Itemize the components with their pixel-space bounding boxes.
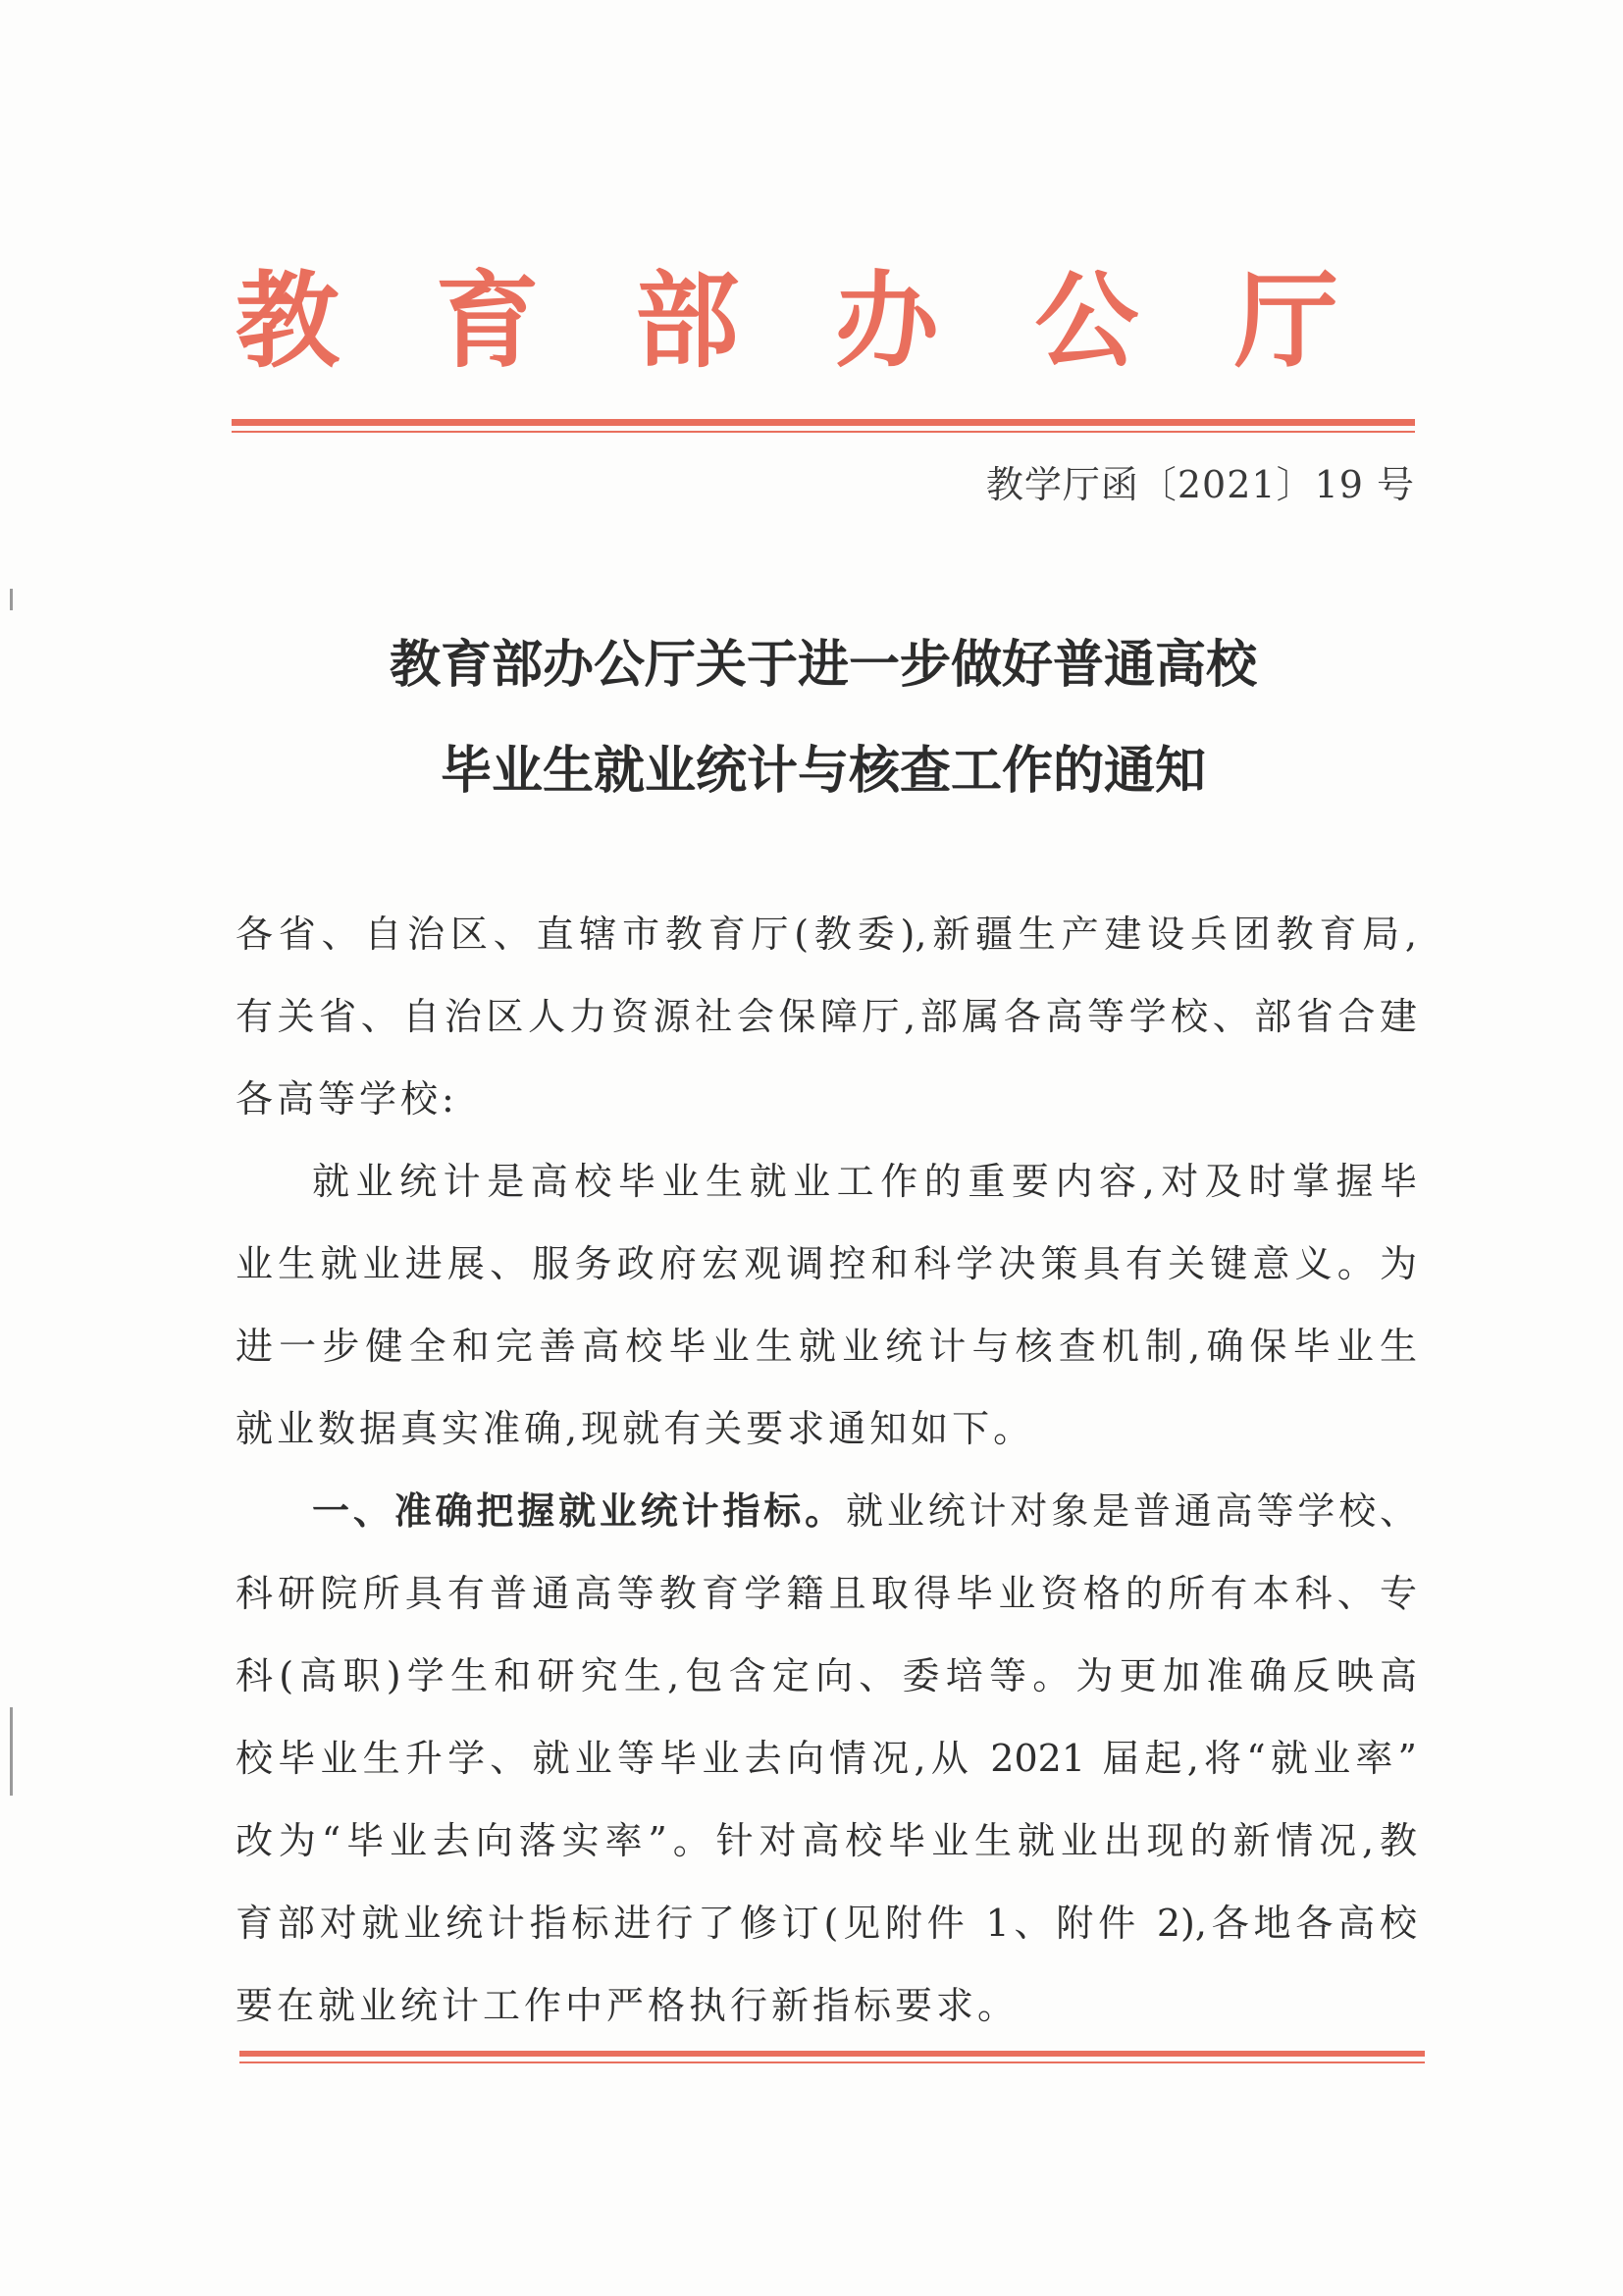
- paragraph-line: 科(高职)学生和研究生,包含定向、委培等。为更加准确反映高: [236, 1654, 1417, 1697]
- letterhead-char: 厅: [1233, 259, 1338, 382]
- letterhead-char: 育: [435, 259, 540, 382]
- binding-mark: [10, 1707, 13, 1796]
- letterhead-char: 公: [1034, 259, 1139, 382]
- paragraph-line: 要在就业统计工作中严格执行新指标要求。: [236, 1984, 1020, 2027]
- letterhead-char: 部: [635, 259, 740, 382]
- paragraph-line: 进一步健全和完善高校毕业生就业统计与核查机制,确保毕业生: [236, 1325, 1417, 1368]
- salutation-line: 有关省、自治区人力资源社会保障厅,部属各高等学校、部省合建: [236, 995, 1417, 1038]
- title-line: 毕业生就业统计与核查工作的通知: [440, 742, 1206, 801]
- section-heading: 一、准确把握就业统计指标。: [312, 1489, 846, 1533]
- document-number: 教学厅函〔2021〕19 号: [985, 463, 1415, 506]
- salutation-line: 各省、自治区、直辖市教育厅(教委),新疆生产建设兵团教育局,: [236, 913, 1417, 956]
- salutation-line: 各高等学校:: [236, 1077, 458, 1121]
- paragraph-line: 改为“毕业去向落实率”。针对高校毕业生就业出现的新情况,教: [236, 1819, 1417, 1862]
- document-title: [232, 612, 1415, 824]
- paragraph-line: 育部对就业统计指标进行了修订(见附件 1、附件 2),各地各高校: [236, 1902, 1417, 1945]
- letterhead-title: [236, 257, 1338, 385]
- paragraph-line: 业生就业进展、服务政府宏观调控和科学决策具有关键意义。为: [236, 1242, 1417, 1285]
- paragraph-line: 就业统计是高校毕业生就业工作的重要内容,对及时掌握毕: [312, 1160, 1417, 1203]
- letterhead-char: 办: [834, 259, 939, 382]
- footer-rule-thick: [239, 2051, 1425, 2057]
- letterhead-rule-thin: [232, 431, 1415, 433]
- letterhead-char: 教: [236, 259, 340, 382]
- paragraph-line: [236, 1470, 1417, 1552]
- paragraph-text: 就业统计对象是普通高等学校、: [846, 1489, 1417, 1533]
- letterhead-rule-thick: [232, 419, 1415, 426]
- document-body: [236, 893, 1417, 2047]
- paragraph-line: 科研院所具有普通高等教育学籍且取得毕业资格的所有本科、专: [236, 1572, 1417, 1615]
- paragraph-line: 校毕业生升学、就业等毕业去向情况,从 2021 届起,将“就业率”: [236, 1737, 1417, 1780]
- title-line: 教育部办公厅关于进一步做好普通高校: [389, 636, 1257, 695]
- footer-rule-thin: [239, 2061, 1425, 2063]
- binding-mark: [10, 589, 13, 610]
- paragraph-line: 就业数据真实准确,现就有关要求通知如下。: [236, 1407, 1035, 1450]
